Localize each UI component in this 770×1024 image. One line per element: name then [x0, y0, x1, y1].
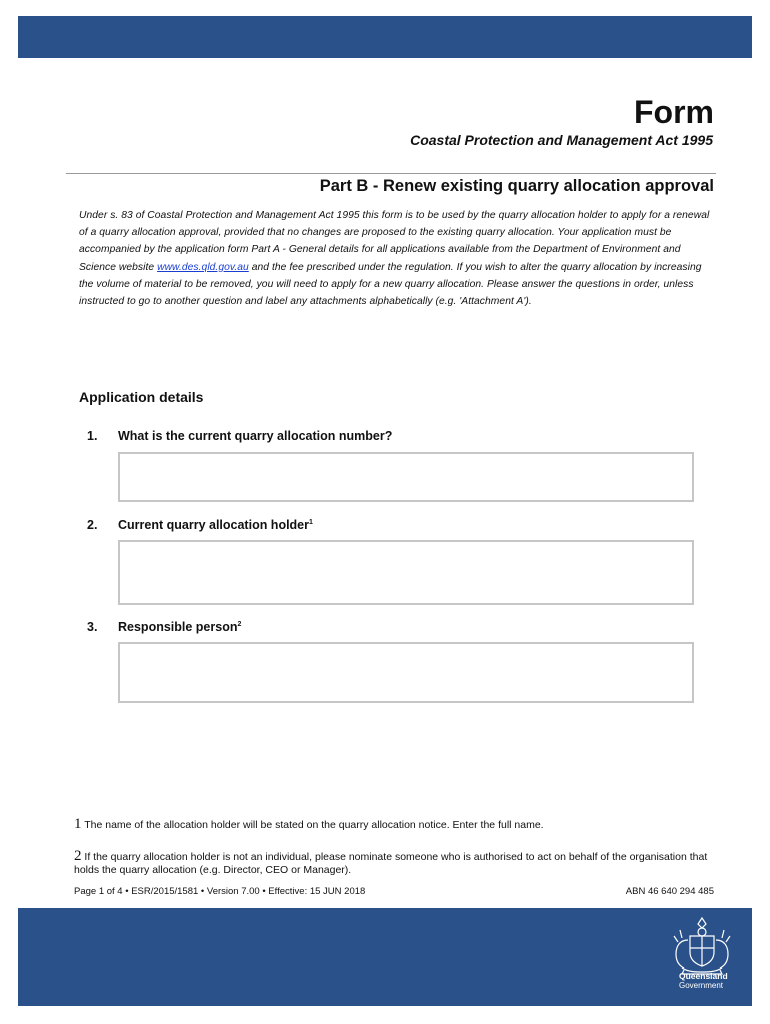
abn: ABN 46 640 294 485: [625, 886, 714, 897]
header-bar: [18, 16, 752, 58]
footnote-1: [74, 818, 714, 832]
footnote-ref-2: 2: [237, 620, 242, 628]
logo-text-queensland: Queensland: [679, 971, 728, 981]
footnote-2-text: If the quarry allocation holder is not an individual, please nominate someone who is authorised to act on behalf of the organisation that holds the quarry allocation (e.g. Director, CEO or Manager).: [74, 851, 708, 876]
footnote-2-mark: 2: [74, 848, 82, 864]
logo-text-government: Government: [679, 981, 724, 990]
question-1-number: 1.: [87, 429, 98, 443]
footer-bar: [18, 908, 752, 1006]
page-title: Part B - Renew existing quarry allocation approval: [319, 177, 714, 195]
question-1-text: What is the current quarry allocation number?: [118, 429, 393, 443]
intro-text-start: Under s. 83 of Coastal Protection and Management Act 1995 this form is to be used by the quarry allocation holder to apply for a renewal of a quarry allocation approval, provided that no changes are proposed to the existing quarry allocation. Your application must be accompanied by the application form Part A - General details for all applications available from the Department of Environment and Science website: [79, 210, 710, 273]
intro-text-end: and the fee prescribed under the regulation. If you wish to alter the quarry allocation by increasing the volume of material to be removed, you will need to apply for a new quarry allocation. Please answer the questions in order, unless instructed to go to another question and label any attachments alphabetically (e.g. 'Attachment A').: [79, 261, 702, 308]
responsible-person-field[interactable]: [118, 642, 694, 703]
des-website-link[interactable]: www.des.qld.gov.au: [157, 261, 249, 273]
allocation-number-field[interactable]: [118, 452, 694, 502]
question-3-label: [118, 620, 241, 634]
question-2-label: [118, 518, 313, 532]
section-title: Application details: [79, 389, 204, 405]
question-2-text: Current quarry allocation holder: [118, 518, 310, 532]
footnote-2: [74, 850, 714, 877]
question-3-number: 3.: [87, 620, 98, 634]
question-3-text: Responsible person: [118, 620, 238, 634]
form-heading: Form: [634, 94, 714, 130]
question-2-number: 2.: [87, 518, 98, 532]
act-title: Coastal Protection and Management Act 1995: [410, 132, 713, 148]
footnote-1-text: The name of the allocation holder will be stated on the quarry allocation notice. Enter the full name.: [84, 819, 544, 831]
footnote-ref-1: 1: [309, 518, 313, 526]
intro-paragraph: [79, 207, 715, 310]
footnote-1-mark: 1: [74, 816, 82, 832]
allocation-holder-field[interactable]: [118, 540, 694, 605]
question-1-label: [118, 429, 392, 443]
divider: [66, 173, 716, 174]
page-info: Page 1 of 4 • ESR/2015/1581 • Version 7.00 • Effective: 15 JUN 2018: [74, 886, 366, 897]
